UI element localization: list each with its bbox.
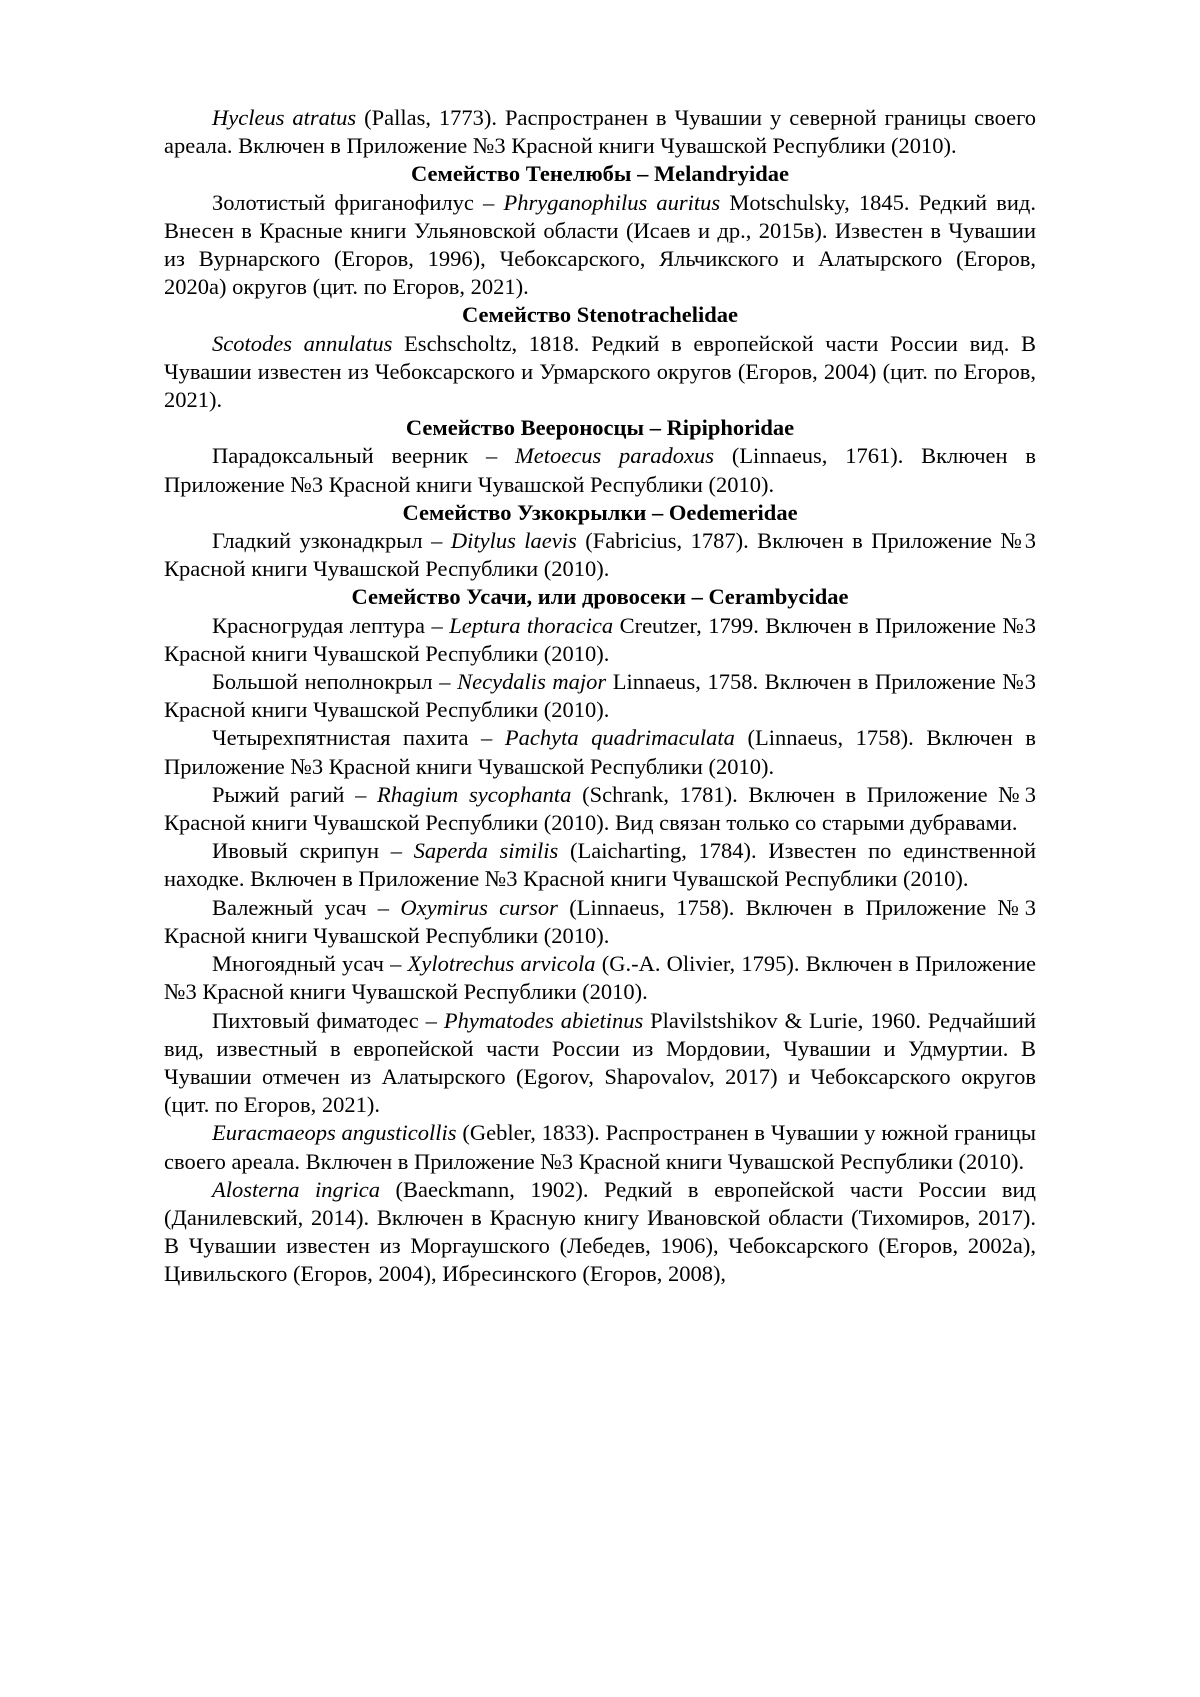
common-name: Гладкий узконадкрыл –	[212, 528, 451, 554]
paragraph	[164, 527, 1036, 583]
paragraph-text: (Fabricius, 1787). Включен в Приложение №3 Красной книги Чувашской Республики (2010).	[164, 528, 1037, 582]
species-name: Necydalis major	[457, 669, 607, 695]
paragraph	[164, 781, 1036, 837]
common-name: Красногрудая лептура –	[212, 612, 450, 638]
paragraph	[164, 189, 1036, 302]
species-name: Leptura thoracica	[449, 612, 614, 638]
section-heading: Семейство Узкокрылки – Oedemeridae	[402, 499, 798, 525]
species-name: Euracmaeops angusticollis	[212, 1120, 457, 1146]
paragraph	[164, 894, 1036, 950]
species-name: Xylotrechus arvicola	[407, 951, 596, 977]
species-name: Phryganophilus auritus	[503, 189, 721, 215]
paragraph	[164, 104, 1036, 160]
paragraph-text: Motschulsky, 1845. Редкий вид. Внесен в Красные книги Ульяновской области (Исаев и др., 2015в). Известен в Чувашии из Вурнарского (Егоров, 1996), Чебоксарского, Яльчикского и Алатырского (Егоров, 2020а) округов (цит. по Егоров, 2021).	[164, 189, 1037, 300]
paragraph	[164, 1119, 1036, 1175]
species-name: Ditylus laevis	[450, 528, 577, 554]
species-name: Rhagium sycophanta	[377, 781, 572, 807]
section-heading: Семейство Тенелюбы – Melandryidae	[411, 161, 789, 187]
species-name: Phymatodes abietinus	[443, 1007, 644, 1033]
document-page	[164, 104, 1036, 1289]
common-name: Многоядный усач –	[212, 951, 408, 977]
species-name: Oxymirus cursor	[400, 894, 558, 920]
section-heading: Семейство Веероносцы – Ripiphoridae	[405, 415, 795, 441]
species-name: Pachyta quadrimaculata	[504, 725, 735, 751]
paragraph	[164, 1007, 1036, 1120]
common-name: Пихтовый фиматодес –	[212, 1007, 444, 1033]
common-name: Ивовый скрипун –	[212, 838, 414, 864]
paragraph-text: (Laicharting, 1784). Известен по единственной находке. Включен в Приложение №3 Красной книги Чувашской Республики (2010).	[164, 838, 1036, 892]
paragraph-text: (Gebler, 1833). Распространен в Чувашии у южной границы своего ареала. Включен в Приложение №3 Красной книги Чувашской Республики (2010).	[164, 1120, 1036, 1174]
paragraph-text: (G.-A. Olivier, 1795). Включен в Приложение №3 Красной книги Чувашской Республики (2010).	[164, 951, 1036, 1005]
species-name: Saperda similis	[413, 838, 559, 864]
common-name: Валежный усач –	[212, 894, 401, 920]
paragraph-text: (Pallas, 1773). Распространен в Чувашии у северной границы своего ареала. Включен в Приложение №3 Красной книги Чувашской Республики (2010).	[164, 105, 1037, 159]
species-name: Hycleus atratus	[212, 105, 357, 130]
common-name: Большой неполнокрыл –	[212, 669, 458, 695]
paragraph-text: Eschscholtz, 1818. Редкий в европейской части России вид. В Чувашии известен из Чебоксарского и Урмарского округов (Егоров, 2004) (цит. по Егоров, 2021).	[164, 330, 1036, 413]
common-name: Золотистый фриганофилус –	[212, 189, 504, 215]
common-name: Парадоксальный веерник –	[212, 443, 516, 469]
paragraph-text: (Schrank, 1781). Включен в Приложение №3 Красной книги Чувашской Республики (2010). Вид связан только со старыми дубравами.	[164, 781, 1036, 836]
paragraph	[164, 837, 1036, 893]
species-name: Alosterna ingrica	[212, 1176, 381, 1202]
paragraph	[164, 442, 1036, 498]
common-name: Рыжий рагий –	[212, 781, 378, 807]
species-name: Scotodes annulatus	[212, 330, 393, 356]
paragraph-text: Creutzer, 1799. Включен в Приложение №3 Красной книги Чувашской Республики (2010).	[164, 612, 1036, 666]
species-name: Metoecus paradoxus	[515, 443, 715, 469]
paragraph-text: Plavilstshikov & Lurie, 1960. Редчайший вид, известный в европейской части России из Мордовии, Чувашии и Удмуртии. В Чувашии отмечен из Алатырского (Egorov, Shapovalov, 2017) и Чебоксарского округов (цит. по Егоров, 2021).	[164, 1007, 1036, 1118]
paragraph	[164, 668, 1036, 724]
section-heading: Семейство Stenotrachelidae	[462, 302, 738, 328]
section-heading: Семейство Усачи, или дровосеки – Cerambycidae	[351, 584, 849, 610]
paragraph	[164, 950, 1036, 1006]
paragraph	[164, 1176, 1036, 1289]
paragraph	[164, 330, 1036, 415]
paragraph	[164, 612, 1036, 668]
paragraph-text: Linnaeus, 1758. Включен в Приложение №3 Красной книги Чувашской Республики (2010).	[164, 669, 1037, 723]
common-name: Четырехпятнистая пахита –	[212, 725, 505, 751]
paragraph	[164, 724, 1036, 780]
paragraph-text: (Baeckmann, 1902). Редкий в европейской части России вид (Данилевский, 2014). Включен в Красную книгу Ивановской области (Тихомиров, 2017). В Чувашии известен из Моргаушского (Лебедев, 1906), Чебоксарского (Егоров, 2002а), Цивильского (Егоров, 2004), Ибресинского (Егоров, 2008),	[164, 1176, 1036, 1287]
paragraph-text: (Linnaeus, 1758). Включен в Приложение №3 Красной книги Чувашской Республики (2010).	[164, 894, 1036, 948]
paragraph-text: (Linnaeus, 1758). Включен в Приложение №3 Красной книги Чувашской Республики (2010).	[164, 725, 1037, 779]
paragraph-text: (Linnaeus, 1761). Включен в Приложение №3 Красной книги Чувашской Республики (2010).	[164, 443, 1036, 497]
